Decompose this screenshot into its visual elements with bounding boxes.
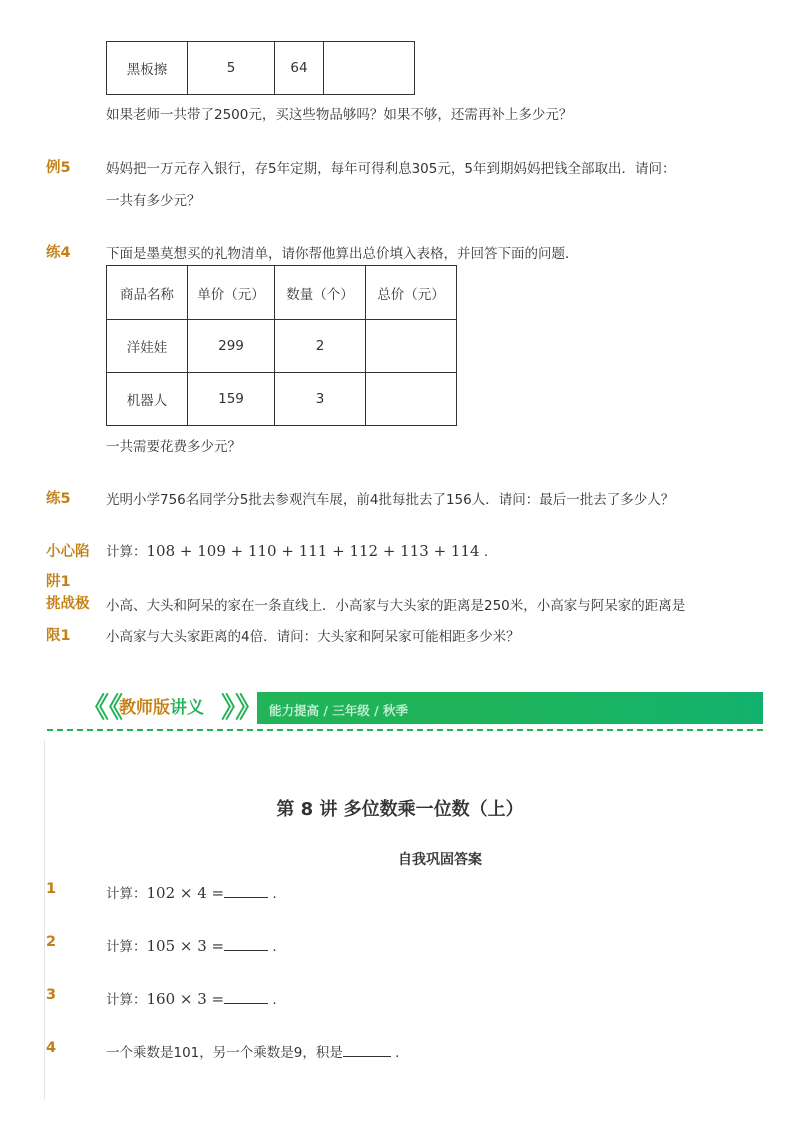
practice-5-text: 光明小学756名同学分5批去参观汽车展，前4批每批去了156人．请问：最后一批去了多少人？	[106, 492, 675, 508]
answer-2-number: 2	[46, 934, 57, 950]
table-header-row	[107, 266, 457, 320]
header-cell: 总价（元）	[366, 266, 457, 320]
challenge-line1: 小高、大头和阿呆的家在一条直线上．小高家与大头家的距离是250米，小高家与阿呆家的距离是	[106, 598, 686, 614]
trap-label-line2: 阱1	[46, 574, 71, 590]
budget-question: 如果老师一共带了2500元，买这些物品够吗？如果不够，还需再补上多少元？	[106, 107, 573, 123]
table-cell: 299	[188, 320, 275, 373]
answer-3-number: 3	[46, 987, 57, 1003]
table-cell	[324, 42, 415, 95]
right-chevron-icon: 》》	[221, 691, 264, 724]
table-cell: 黑板擦	[107, 42, 188, 95]
example-5-line1: 妈妈把一万元存入银行，存5年定期，每年可得利息305元，5年到期妈妈把钱全部取出．请问：	[106, 161, 676, 177]
answer-expression: 160 × 3 =	[146, 990, 225, 1008]
banner-title	[119, 697, 204, 719]
practice-4-label: 练4	[46, 245, 71, 261]
answer-suffix: .	[395, 1045, 400, 1061]
header-cell: 单价（元）	[188, 266, 275, 320]
answer-expression: 105 × 3 =	[146, 937, 225, 955]
trap-label-line1: 小心陷	[46, 544, 90, 560]
trap-suffix: .	[483, 544, 489, 560]
banner-title-part1: 教师版	[119, 698, 170, 718]
answer-4-question	[106, 1041, 399, 1061]
answer-suffix: .	[272, 886, 277, 902]
lecture-title: 第 8 讲 多位数乘一位数（上）	[276, 799, 524, 820]
practice-5-label: 练5	[46, 491, 71, 507]
practice-4-question: 一共需要花费多少元？	[106, 439, 241, 455]
table-cell	[366, 373, 457, 426]
left-chevron-icon: 《《	[81, 691, 124, 724]
answer-2-question	[106, 935, 277, 955]
answer-suffix: .	[272, 939, 277, 955]
banner-subtitle: 能力提高 / 三年级 / 秋季	[269, 703, 409, 718]
table-cell: 3	[275, 373, 366, 426]
answer-blank	[224, 989, 268, 1004]
answer-3-question	[106, 988, 277, 1008]
trap-question	[106, 540, 488, 560]
section-title: 自我巩固答案	[398, 852, 482, 868]
answer-4-number: 4	[46, 1040, 57, 1056]
table-cell: 洋娃娃	[107, 320, 188, 373]
answer-1-question	[106, 882, 277, 902]
answer-prefix: 计算：	[106, 939, 147, 955]
table-cell: 159	[188, 373, 275, 426]
answer-blank	[224, 883, 268, 898]
answer-prefix: 计算：	[106, 992, 147, 1008]
example-5-label: 例5	[46, 160, 71, 176]
table-row	[107, 320, 457, 373]
margin-line	[44, 740, 45, 1100]
challenge-label-line1: 挑战极	[46, 596, 90, 612]
supplies-table	[106, 41, 415, 95]
answer-expression: 102 × 4 =	[146, 884, 225, 902]
dashed-divider	[47, 729, 763, 731]
answer-1-number: 1	[46, 881, 57, 897]
table-cell: 2	[275, 320, 366, 373]
challenge-line2: 小高家与大头家距离的4倍．请问：大头家和阿呆家可能相距多少米？	[106, 629, 520, 645]
answer-blank	[343, 1042, 391, 1057]
banner-title-part2: 讲义	[170, 698, 204, 718]
trap-expression: 108 + 109 + 110 + 111 + 112 + 113 + 114	[146, 542, 480, 560]
challenge-label-line2: 限1	[46, 628, 71, 644]
answer-blank	[224, 936, 268, 951]
trap-prefix: 计算：	[106, 544, 147, 560]
table-row	[107, 373, 457, 426]
table-cell: 64	[275, 42, 324, 95]
example-5-line2: 一共有多少元？	[106, 193, 201, 209]
teacher-edition-banner	[47, 692, 763, 724]
practice-4-text: 下面是墨莫想买的礼物清单，请你帮他算出总价填入表格，并回答下面的问题．	[106, 246, 579, 262]
answer-prefix: 一个乘数是101，另一个乘数是9，积是	[106, 1045, 343, 1061]
table-cell	[366, 320, 457, 373]
answer-suffix: .	[272, 992, 277, 1008]
gift-list-table	[106, 265, 457, 426]
table-cell: 5	[188, 42, 275, 95]
header-cell: 数量（个）	[275, 266, 366, 320]
header-cell: 商品名称	[107, 266, 188, 320]
table-row	[107, 42, 415, 95]
table-cell: 机器人	[107, 373, 188, 426]
answer-prefix: 计算：	[106, 886, 147, 902]
